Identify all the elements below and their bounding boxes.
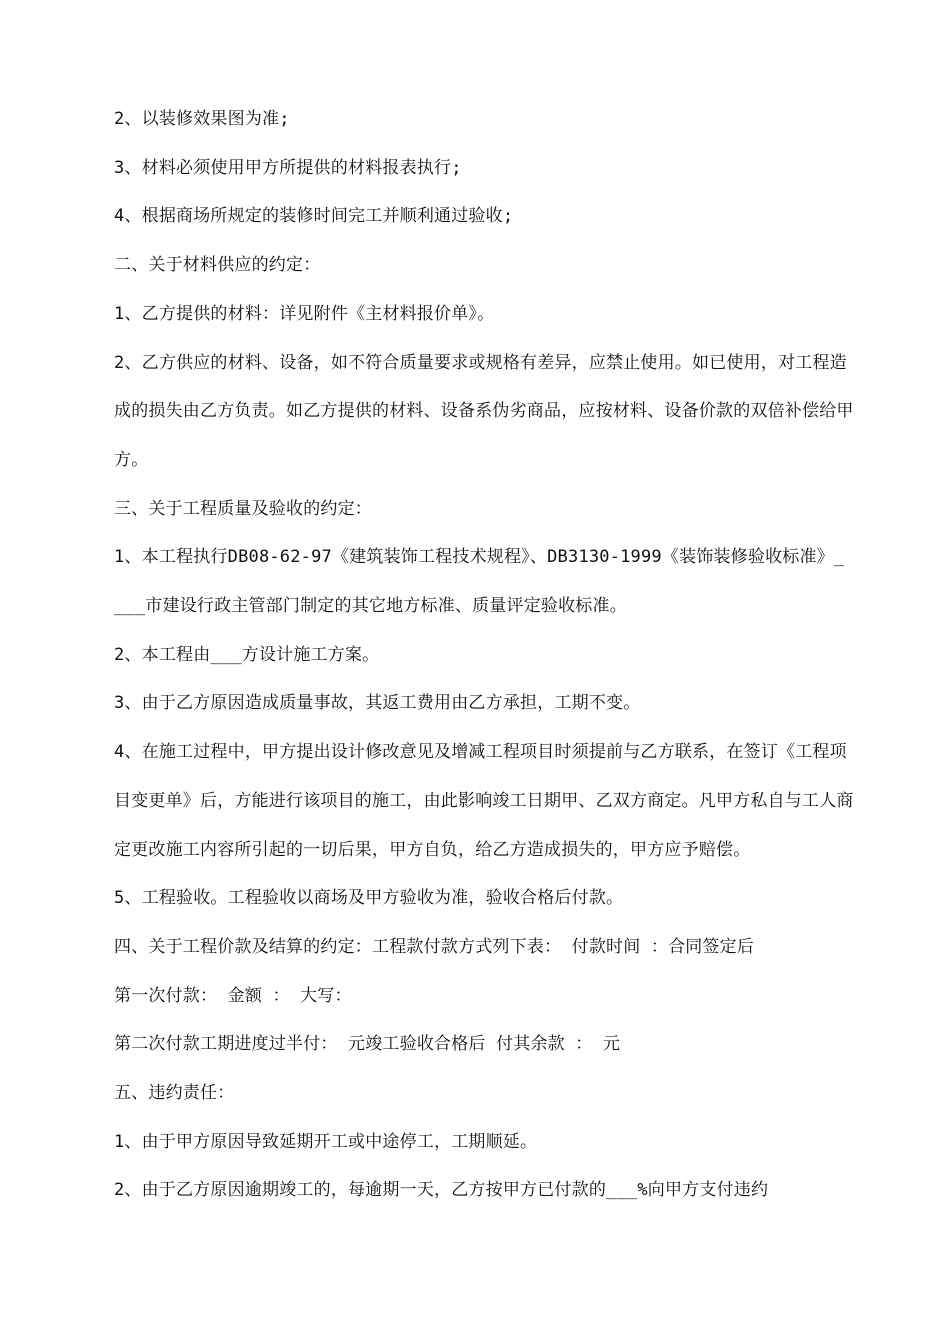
paragraph-standards: 1、本工程执行DB08-62-97《建筑装饰工程技术规程》、DB3130-1999《装饰装修验收标准》____市建设行政主管部门制定的其它地方标准、质量评定验收标准。 xyxy=(114,547,845,617)
section-heading-liability: 五、违约责任： xyxy=(114,1083,235,1104)
paragraph-second-payment: 第二次付款工期进度过半付： 元竣工验收合格后 付其余款 ： 元 xyxy=(114,1034,621,1055)
section-heading-payment: 四、关于工程价款及结算的约定：工程款付款方式列下表： 付款时间 ：合同签定后 xyxy=(114,936,755,957)
document-body xyxy=(114,95,854,1215)
paragraph-design-party: 2、本工程由___方设计施工方案。 xyxy=(114,644,380,665)
section-heading-material-supply: 二、关于材料供应的约定： xyxy=(114,255,321,276)
paragraph-design-changes: 4、在施工过程中，甲方提出设计修改意见及增减工程项目时须提前与乙方联系，在签订《工程项目变更单》后，方能进行该项目的施工，由此影响竣工日期甲、乙双方商定。凡甲方私自与工人商定更改施工内容所引起的一切后果，甲方自负，给乙方造成损失的，甲方应予赔偿。 xyxy=(114,742,854,860)
paragraph-material-report: 3、材料必须使用甲方所提供的材料报表执行; xyxy=(114,157,462,178)
paragraph-completion-time: 4、根据商场所规定的装修时间完工并顺利通过验收; xyxy=(114,206,514,227)
paragraph-design-standard: 2、以装修效果图为准; xyxy=(114,109,290,129)
paragraph-rework-cost: 3、由于乙方原因造成质量事故，其返工费用由乙方承担，工期不变。 xyxy=(114,693,641,714)
paragraph-first-payment: 第一次付款： 金额 ： 大写： xyxy=(114,985,352,1006)
paragraph-delay-party-a: 1、由于甲方原因导致延期开工或中途停工，工期顺延。 xyxy=(114,1131,538,1152)
paragraph-acceptance: 5、工程验收。工程验收以商场及甲方验收为准，验收合格后付款。 xyxy=(114,888,624,909)
paragraph-materials-provided: 1、乙方提供的材料：详见附件《主材料报价单》。 xyxy=(114,303,495,324)
section-heading-quality-acceptance: 三、关于工程质量及验收的约定： xyxy=(114,498,372,519)
paragraph-material-quality: 2、乙方供应的材料、设备，如不符合质量要求或规格有差异，应禁止使用。如已使用，对工程造成的损失由乙方负责。如乙方提供的材料、设备系伪劣商品，应按材料、设备价款的双倍补偿给甲方。 xyxy=(114,352,854,470)
paragraph-delay-party-b: 2、由于乙方原因逾期竣工的，每逾期一天，乙方按甲方已付款的___%向甲方支付违约 xyxy=(114,1180,769,1201)
